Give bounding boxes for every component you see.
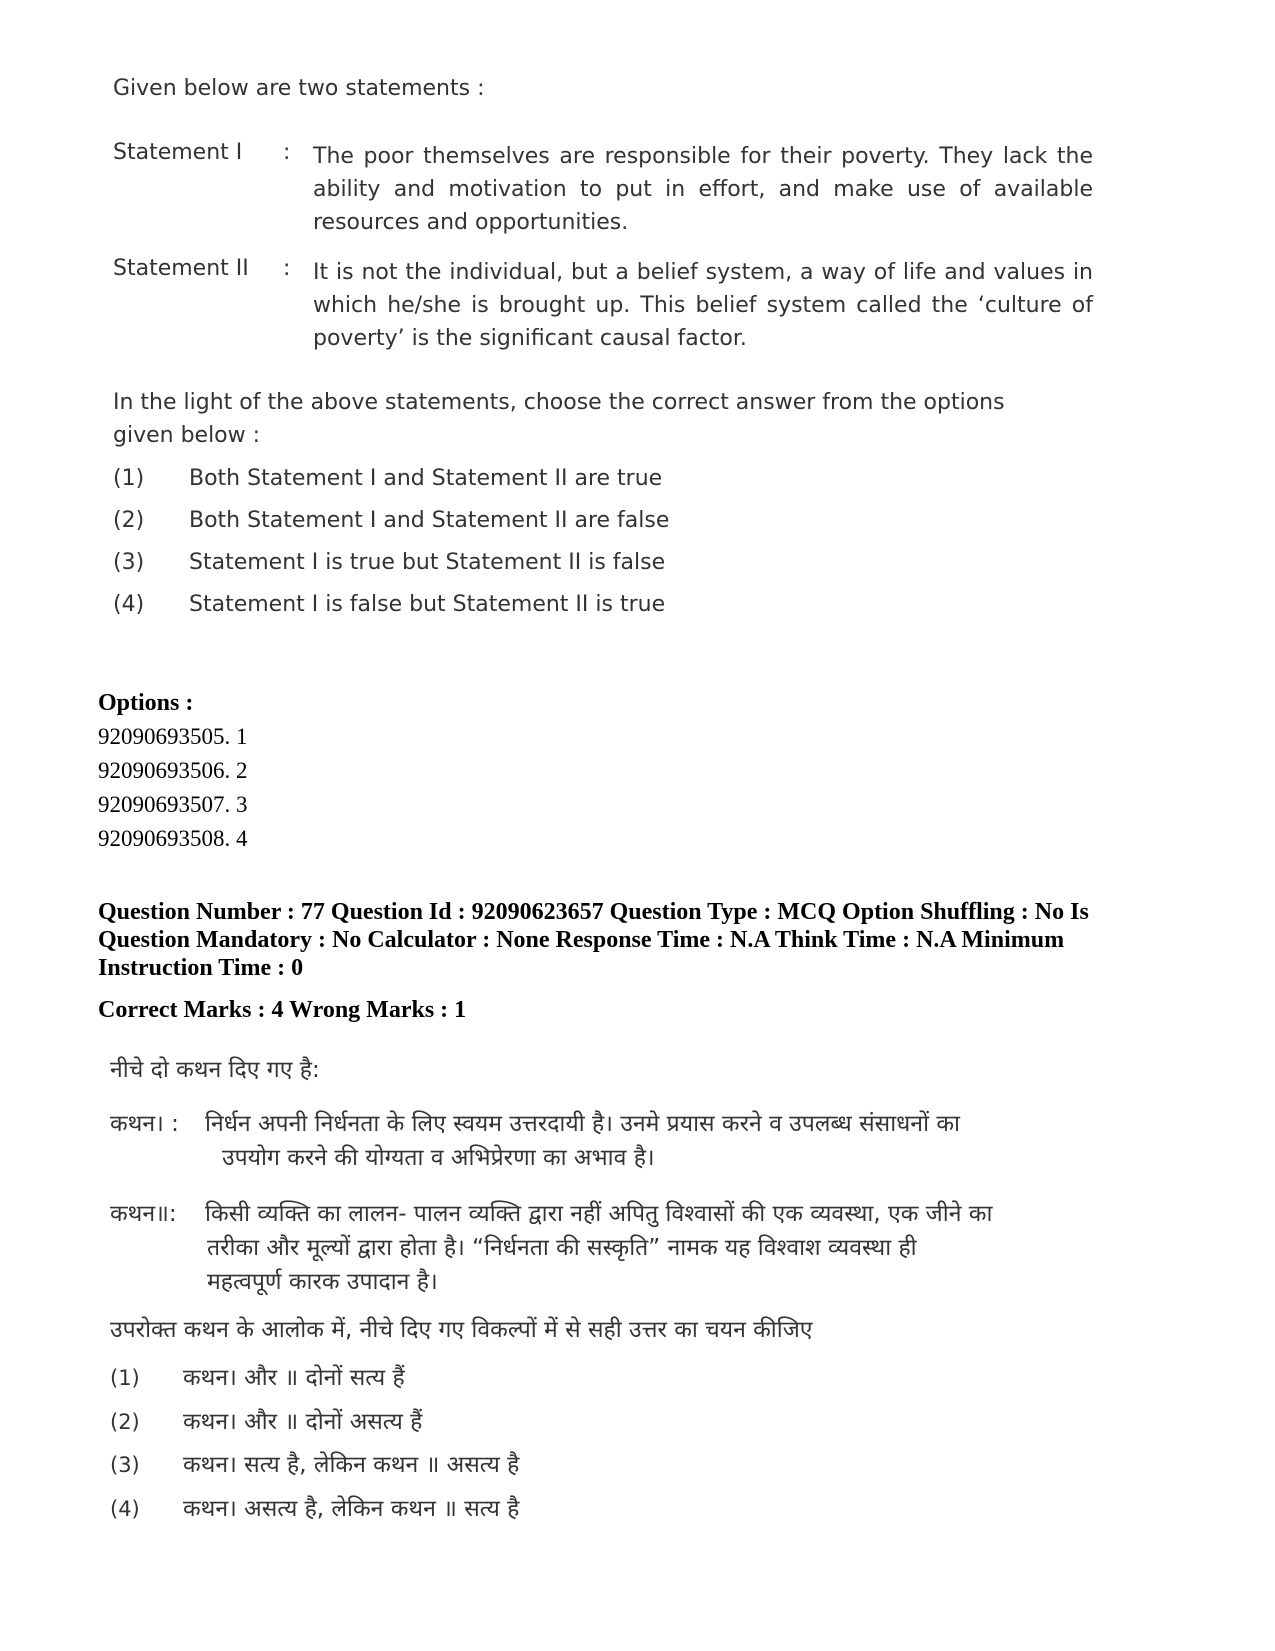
statement-1-text: The poor themselves are responsible for their poverty. They lack the ability and motivation to put in effort, and make use of available resources and opportunities. <box>313 144 1093 235</box>
hindi-statement-2-label: कथन॥: <box>110 1201 177 1227</box>
hindi-question-intro: नीचे दो कथन दिए गए है: <box>110 1057 320 1083</box>
statement-1-colon: : <box>283 140 291 165</box>
answer-choice-4 <box>113 592 665 617</box>
choice-number: (2) <box>110 1410 140 1434</box>
choice-text: कथन। असत्य है, लेकिन कथन ॥ सत्य है <box>183 1496 520 1522</box>
statement-1-label: Statement I <box>113 140 243 165</box>
choice-number: (4) <box>110 1497 140 1521</box>
hindi-question-prompt: उपरोक्त कथन के आलोक में, नीचे दिए गए विकल्पों में से सही उत्तर का चयन कीजिए <box>110 1317 813 1343</box>
choice-text: कथन। और ॥ दोनों असत्य हैं <box>183 1409 423 1435</box>
hindi-answer-choice-2 <box>110 1404 422 1436</box>
answer-choice-3 <box>113 550 665 575</box>
question-metadata: Question Number : 77 Question Id : 92090623657 Question Type : MCQ Option Shuffling : No Is Question Mandatory : No Calculator : None Response Time : N.A Think Time : N.A Minimum Instruction Time : 0 <box>98 899 1089 981</box>
question-intro: Given below are two statements : <box>113 76 485 101</box>
option-id-1: 92090693505. 1 <box>98 724 248 749</box>
statement-2-text: It is not the individual, but a belief system, a way of life and values in which he/she is brought up. This belief system called the ‘culture of poverty’ is the significant causal factor. <box>313 260 1093 351</box>
hindi-statement-1-label: कथन। : <box>110 1111 179 1137</box>
hindi-statement-2-line-2: तरीका और मूल्यों द्वारा होता है। “निर्धनता की सस्कृति” नामक यह विश्वाश व्यवस्था ही <box>207 1235 917 1261</box>
choice-text: Both Statement I and Statement II are false <box>189 508 670 533</box>
hindi-statement-2-line-1: किसी व्यक्ति का लालन- पालन व्यक्ति द्वारा नहीं अपितु विश्वासों की एक व्यवस्था, एक जीने का <box>205 1201 993 1227</box>
choice-text: Both Statement I and Statement II are true <box>189 466 663 491</box>
option-id-4: 92090693508. 4 <box>98 826 248 851</box>
hindi-answer-choice-4 <box>110 1491 519 1523</box>
question-marks: Correct Marks : 4 Wrong Marks : 1 <box>98 997 467 1023</box>
statement-2-colon: : <box>283 256 291 281</box>
choice-text: Statement I is false but Statement II is true <box>189 592 666 617</box>
answer-choice-1 <box>113 466 662 491</box>
choice-number: (4) <box>113 592 145 617</box>
statement-2 <box>113 256 1093 355</box>
hindi-statement-2 <box>110 1197 1095 1299</box>
statement-2-label: Statement II <box>113 256 249 281</box>
choice-text: कथन। और ॥ दोनों सत्य हैं <box>183 1365 405 1391</box>
choice-number: (1) <box>113 466 145 491</box>
hindi-statement-1 <box>110 1107 1095 1175</box>
choice-number: (2) <box>113 508 145 533</box>
answer-choice-2 <box>113 508 669 533</box>
choice-number: (3) <box>110 1453 140 1477</box>
options-title: Options : <box>98 690 194 716</box>
option-id-2: 92090693506. 2 <box>98 758 248 783</box>
hindi-statement-1-line-2: उपयोग करने की योग्यता व अभिप्रेरणा का अभाव है। <box>222 1145 655 1171</box>
question-prompt: In the light of the above statements, choose the correct answer from the options given below : <box>113 390 1005 448</box>
choice-number: (1) <box>110 1366 140 1390</box>
statement-1 <box>113 140 1093 239</box>
hindi-statement-1-line-1: निर्धन अपनी निर्धनता के लिए स्वयम उत्तरदायी है। उनमे प्रयास करने व उपलब्ध संसाधनों का <box>205 1111 960 1137</box>
hindi-answer-choice-3 <box>110 1447 519 1479</box>
hindi-statement-2-line-3: महत्वपूर्ण कारक उपादान है। <box>207 1269 438 1295</box>
choice-number: (3) <box>113 550 145 575</box>
hindi-answer-choice-1 <box>110 1360 405 1392</box>
option-id-3: 92090693507. 3 <box>98 792 248 817</box>
choice-text: कथन। सत्य है, लेकिन कथन ॥ असत्य है <box>183 1452 520 1478</box>
choice-text: Statement I is true but Statement II is false <box>189 550 666 575</box>
